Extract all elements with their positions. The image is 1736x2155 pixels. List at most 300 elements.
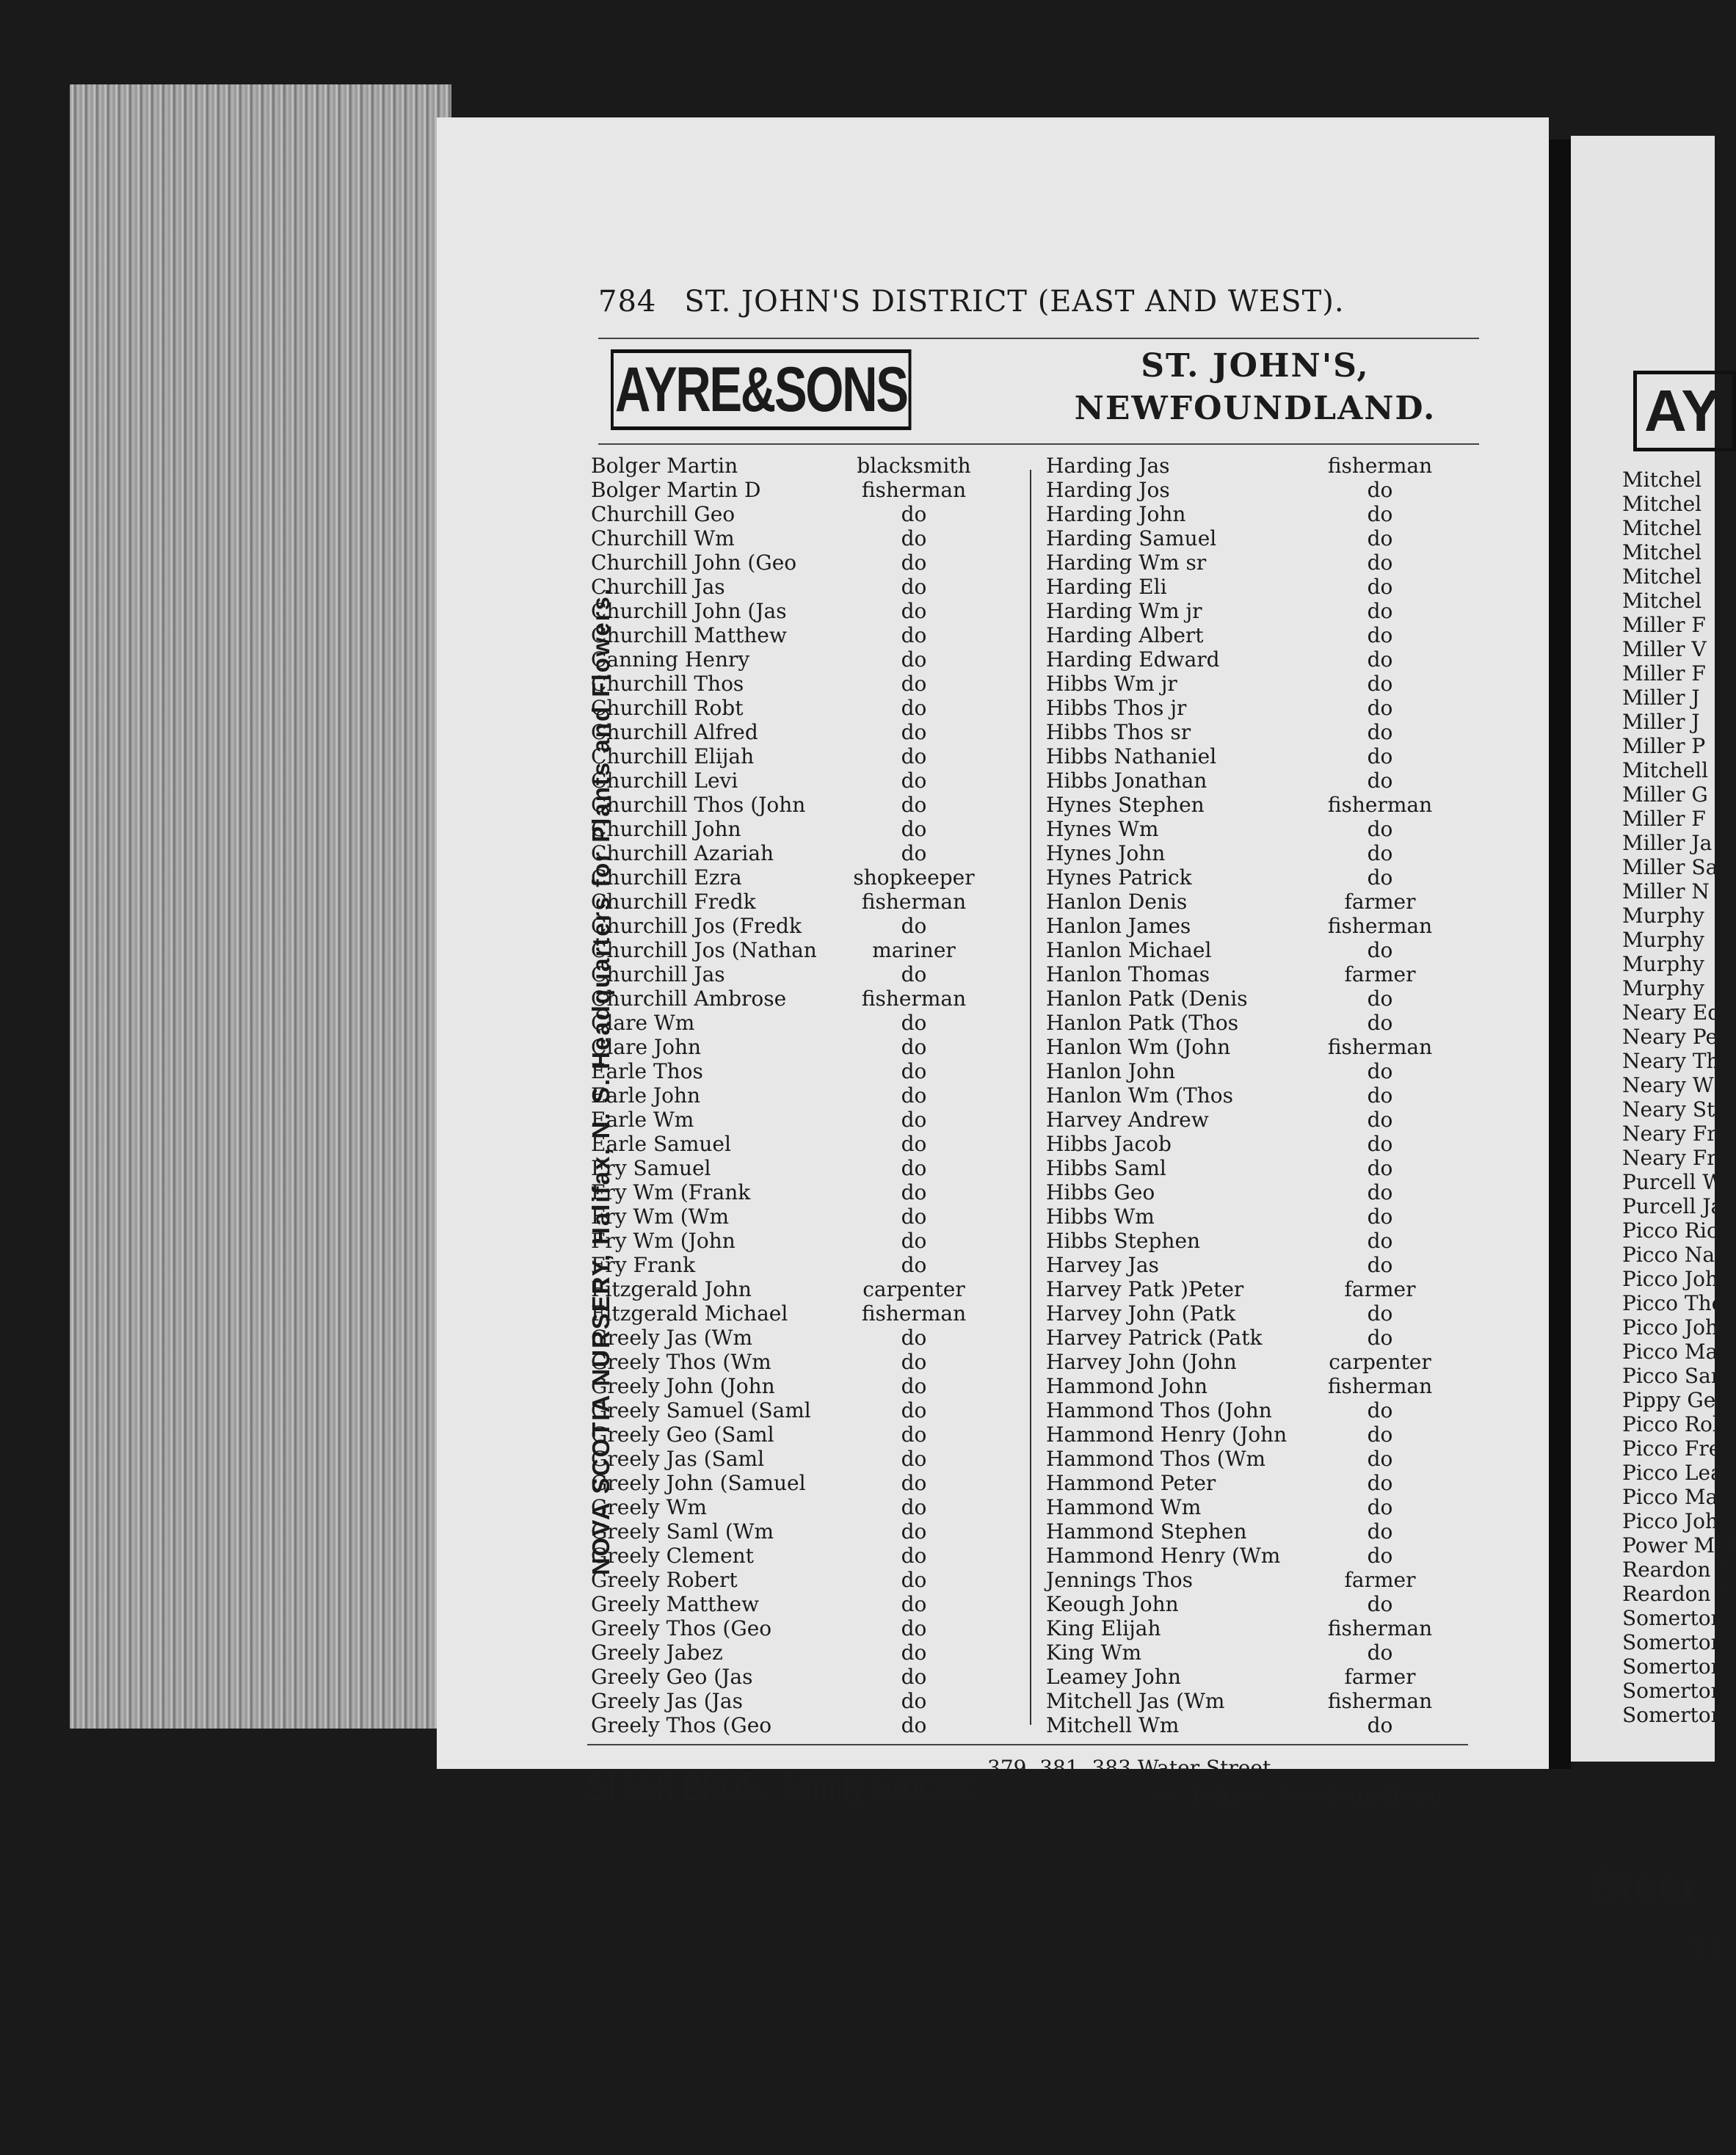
occupation: do xyxy=(901,1640,927,1665)
right-page-name-fragment: Somerton xyxy=(1622,1654,1724,1679)
resident-name: Hanlon Michael xyxy=(1046,938,1212,962)
listing-row xyxy=(591,1544,987,1568)
right-page-name-fragment: Miller G xyxy=(1622,782,1708,807)
resident-name: Churchill Levi xyxy=(591,768,738,793)
right-page-name-fragment: Picco Ric xyxy=(1622,1218,1718,1243)
occupation: farmer xyxy=(1344,1665,1416,1689)
occupation: do xyxy=(901,1616,927,1640)
footer-rule xyxy=(587,1744,1468,1745)
listing-row xyxy=(591,962,987,986)
listing-row xyxy=(1046,623,1453,647)
resident-name: Hynes Wm xyxy=(1046,817,1159,841)
right-page-name-fragment: Neary Pe xyxy=(1622,1025,1718,1049)
listing-row xyxy=(1046,1713,1453,1737)
listing-row xyxy=(591,890,987,914)
occupation: do xyxy=(901,550,927,575)
resident-name: Greely Thos (Geo xyxy=(591,1616,772,1640)
listing-row xyxy=(1046,647,1453,672)
listing-row xyxy=(1046,1277,1453,1301)
listing-row xyxy=(591,938,987,962)
resident-name: Churchill Thos xyxy=(591,672,744,696)
resident-name: Hibbs Wm jr xyxy=(1046,672,1177,696)
resident-name: Mitchell Wm xyxy=(1046,1713,1180,1737)
listing-row xyxy=(1046,526,1453,550)
occupation: do xyxy=(901,1156,927,1180)
listing-row xyxy=(1046,865,1453,890)
listing-row xyxy=(591,1301,987,1326)
occupation: do xyxy=(901,1204,927,1229)
occupation: do xyxy=(901,1495,927,1519)
resident-name: Harvey Andrew xyxy=(1046,1108,1209,1132)
nova-scotia-nursery-ad: NOVA SCOTIA NURSERY, Halifax, N. S. Headquarters for Plants and Flowers. xyxy=(587,586,614,1576)
occupation: do xyxy=(901,502,927,526)
listing-row xyxy=(1046,1108,1453,1132)
listing-row xyxy=(1046,1229,1453,1253)
resident-name: Hammond Henry (Wm xyxy=(1046,1544,1281,1568)
resident-name: Fry Wm (Wm xyxy=(591,1204,730,1229)
resident-name: Greely Clement xyxy=(591,1544,754,1568)
listing-row xyxy=(1046,1568,1453,1592)
listing-row xyxy=(591,1083,987,1108)
resident-name: Churchill Jas xyxy=(591,962,725,986)
resident-name: Greely Geo (Saml xyxy=(591,1422,774,1447)
listing-row xyxy=(591,1059,987,1083)
occupation: do xyxy=(901,1132,927,1156)
occupation: do xyxy=(901,1374,927,1398)
occupation: do xyxy=(1367,1180,1393,1204)
listing-row xyxy=(1046,1059,1453,1083)
right-page-name-fragment: Pippy Ge xyxy=(1622,1388,1716,1412)
right-page-name-fragment: Mitchel xyxy=(1622,468,1702,492)
listing-row xyxy=(591,1471,987,1495)
listing-row xyxy=(591,720,987,744)
listing-row xyxy=(591,599,987,623)
resident-name: Hanlon Wm (Thos xyxy=(1046,1083,1233,1108)
right-page-name-fragment: Miller F xyxy=(1622,807,1706,831)
resident-name: Greely John (John xyxy=(591,1374,775,1398)
listing-row xyxy=(591,1447,987,1471)
right-page-name-fragment: Picco Rob xyxy=(1622,1412,1726,1436)
ayre-sons-ad: AYRE&SONS xyxy=(611,349,912,430)
occupation: carpenter xyxy=(1329,1350,1431,1374)
resident-name: Hanlon Patk (Denis xyxy=(1046,986,1248,1011)
occupation: do xyxy=(901,1422,927,1447)
resident-name: Churchill Thos (John xyxy=(591,793,806,817)
resident-name: Hanlon John xyxy=(1046,1059,1176,1083)
listing-row xyxy=(1046,720,1453,744)
listing-row xyxy=(591,1253,987,1277)
resident-name: Churchill Fredk xyxy=(591,890,756,914)
ad-city-line2: NEWFOUNDLAND. xyxy=(1074,390,1437,427)
resident-name: Fitzgerald Michael xyxy=(591,1301,788,1326)
occupation: do xyxy=(901,599,927,623)
listing-row xyxy=(1046,550,1453,575)
right-page-name-fragment: Mitchell xyxy=(1622,758,1709,782)
listing-row xyxy=(591,1204,987,1229)
resident-name: King Elijah xyxy=(1046,1616,1161,1640)
resident-name: Fitzgerald John xyxy=(591,1277,752,1301)
right-page-name-fragment: Picco Mar xyxy=(1622,1340,1728,1364)
resident-name: Hammond John xyxy=(1046,1374,1208,1398)
occupation: farmer xyxy=(1344,890,1416,914)
right-page-name-fragment: Miller J xyxy=(1622,686,1700,710)
resident-name: Fry Frank xyxy=(591,1253,696,1277)
occupation: do xyxy=(901,1180,927,1204)
right-page-name-fragment: Purcell Ja xyxy=(1622,1194,1724,1218)
occupation: do xyxy=(1367,938,1393,962)
occupation: do xyxy=(1367,647,1393,672)
occupation: do xyxy=(901,1011,927,1035)
occupation: do xyxy=(1367,841,1393,865)
right-page-name-fragment: Neary Th xyxy=(1622,1049,1720,1073)
occupation: fisherman xyxy=(1327,454,1433,478)
occupation: do xyxy=(901,817,927,841)
right-page-name-fragment: Picco Fre xyxy=(1622,1436,1721,1461)
listing-row xyxy=(1046,1447,1453,1471)
listing-row xyxy=(1046,1689,1453,1713)
listing-row xyxy=(1046,575,1453,599)
resident-name: Harvey Patrick (Patk xyxy=(1046,1326,1263,1350)
resident-name: Bolger Martin xyxy=(591,454,738,478)
listing-row xyxy=(1046,1665,1453,1689)
resident-name: Harding Albert xyxy=(1046,623,1204,647)
resident-name: Hanlon Patk (Thos xyxy=(1046,1011,1239,1035)
occupation: do xyxy=(901,1447,927,1471)
occupation: do xyxy=(901,672,927,696)
resident-name: Fry Wm (Frank xyxy=(591,1180,751,1204)
right-page-name-fragment: Mitchel xyxy=(1622,540,1702,564)
listing-row xyxy=(591,1689,987,1713)
occupation: do xyxy=(1367,1204,1393,1229)
occupation: do xyxy=(1367,1156,1393,1180)
right-page-name-fragment: Reardon A xyxy=(1622,1582,1732,1606)
occupation: do xyxy=(901,1713,927,1737)
occupation: farmer xyxy=(1344,1568,1416,1592)
listing-row xyxy=(1046,1326,1453,1350)
column-divider xyxy=(1030,470,1031,1725)
book-gutter xyxy=(1549,139,1571,1769)
occupation: do xyxy=(1367,986,1393,1011)
resident-name: Greely Jas (Saml xyxy=(591,1447,765,1471)
listing-row xyxy=(1046,1253,1453,1277)
occupation: do xyxy=(1367,550,1393,575)
resident-name: Hanlon Thomas xyxy=(1046,962,1210,986)
occupation: fisherman xyxy=(1327,1374,1433,1398)
resident-name: Hammond Thos (John xyxy=(1046,1398,1272,1422)
resident-name: Hynes Stephen xyxy=(1046,793,1205,817)
listing-row xyxy=(1046,1301,1453,1326)
occupation: do xyxy=(1367,1422,1393,1447)
right-page-name-fragment: Miller P xyxy=(1622,734,1706,758)
listing-row xyxy=(591,1011,987,1035)
occupation: do xyxy=(901,1398,927,1422)
occupation: do xyxy=(1367,744,1393,768)
occupation: fisherman xyxy=(1327,1689,1433,1713)
right-page-name-fragment: Picco Mar xyxy=(1622,1485,1728,1509)
occupation: do xyxy=(901,1059,927,1083)
ad-city-line1: ST. JOHN'S, xyxy=(1141,347,1370,385)
listing-row xyxy=(591,768,987,793)
right-page-name-fragment: Neary St xyxy=(1622,1097,1715,1122)
right-page-name-fragment: Miller F xyxy=(1622,613,1706,637)
listing-row xyxy=(591,1326,987,1350)
right-page-name-fragment: Picco Joh xyxy=(1622,1509,1719,1533)
resident-name: Churchill Robt xyxy=(591,696,744,720)
occupation: do xyxy=(901,696,927,720)
resident-name: Hibbs Thos sr xyxy=(1046,720,1191,744)
listing-row xyxy=(1046,1616,1453,1640)
occupation: do xyxy=(901,793,927,817)
listing-row xyxy=(591,550,987,575)
listing-row xyxy=(1046,1592,1453,1616)
resident-name: Harvey Jas xyxy=(1046,1253,1159,1277)
listing-row xyxy=(1046,1011,1453,1035)
listing-row xyxy=(1046,890,1453,914)
occupation: do xyxy=(1367,526,1393,550)
listing-row xyxy=(1046,672,1453,696)
occupation: do xyxy=(901,914,927,938)
resident-name: Churchill Geo xyxy=(591,502,736,526)
right-page-name-fragment: Miller J xyxy=(1622,710,1700,734)
occupation: carpenter xyxy=(862,1277,965,1301)
listing-row xyxy=(1046,696,1453,720)
occupation: do xyxy=(901,1544,927,1568)
listing-row xyxy=(1046,986,1453,1011)
listing-row xyxy=(1046,1156,1453,1180)
listing-row xyxy=(1046,1495,1453,1519)
listing-row xyxy=(591,793,987,817)
resident-name: Jennings Thos xyxy=(1046,1568,1193,1592)
resident-name: Churchill Jos (Fredk xyxy=(591,914,802,938)
resident-name: Churchill Jos (Nathan xyxy=(591,938,817,962)
listing-row xyxy=(1046,1180,1453,1204)
resident-name: Churchill John (Jas xyxy=(591,599,787,623)
occupation: do xyxy=(1367,1544,1393,1568)
occupation: fisherman xyxy=(861,1301,967,1326)
right-page-name-fragment: Somerton xyxy=(1622,1630,1724,1654)
right-page-name-fragment: Reardon T xyxy=(1622,1558,1732,1582)
occupation: do xyxy=(1367,1713,1393,1737)
occupation: do xyxy=(1367,720,1393,744)
listing-row xyxy=(1046,768,1453,793)
occupation: do xyxy=(901,744,927,768)
resident-name: Greely Thos (Geo xyxy=(591,1713,772,1737)
listing-row xyxy=(591,865,987,890)
resident-name: Hammond Wm xyxy=(1046,1495,1202,1519)
resident-name: Greely Samuel (Saml xyxy=(591,1398,811,1422)
resident-name: Churchill John xyxy=(591,817,741,841)
right-page-name-fragment: Picco Tho xyxy=(1622,1291,1724,1315)
resident-name: Greely Jabez xyxy=(591,1640,723,1665)
occupation: do xyxy=(1367,672,1393,696)
resident-name: Bolger Martin D xyxy=(591,478,761,502)
resident-name: Churchill Azariah xyxy=(591,841,774,865)
occupation: do xyxy=(1367,575,1393,599)
listing-row xyxy=(591,1035,987,1059)
listing-row xyxy=(1046,454,1453,478)
page-header xyxy=(598,285,1345,319)
resident-name: Greely John (Samuel xyxy=(591,1471,806,1495)
right-page-name-fragment: Neary Ed xyxy=(1622,1000,1721,1025)
resident-name: Clare Wm xyxy=(591,1011,695,1035)
listing-row xyxy=(591,478,987,502)
resident-name: Hibbs Thos jr xyxy=(1046,696,1187,720)
right-page-name-fragment: Mitchel xyxy=(1622,589,1702,613)
occupation: farmer xyxy=(1344,962,1416,986)
right-page-name-fragment: Power Mat xyxy=(1622,1533,1735,1558)
occupation: fisherman xyxy=(1327,1035,1433,1059)
occupation: fisherman xyxy=(861,890,967,914)
ad-rule xyxy=(598,443,1479,445)
occupation: do xyxy=(901,1083,927,1108)
resident-name: Harding Wm sr xyxy=(1046,550,1207,575)
listing-row xyxy=(1046,817,1453,841)
right-page-name-fragment: Neary Fr xyxy=(1622,1146,1717,1170)
occupation: do xyxy=(901,1326,927,1350)
right-page-name-fragment: Miller Ja xyxy=(1622,831,1713,855)
address-line2: St. John's, Newfoundland xyxy=(1152,1784,1444,1808)
occupation: do xyxy=(901,1471,927,1495)
resident-name: Harvey Patk )Peter xyxy=(1046,1277,1244,1301)
resident-name: Harding Jas xyxy=(1046,454,1170,478)
occupation: do xyxy=(1367,1447,1393,1471)
book-page-edges xyxy=(70,84,451,1729)
listing-row xyxy=(591,986,987,1011)
listing-row xyxy=(1046,1083,1453,1108)
resident-name: Greely Jas (Wm xyxy=(591,1326,753,1350)
occupation: do xyxy=(901,623,927,647)
occupation: do xyxy=(1367,1326,1393,1350)
listing-row xyxy=(591,1108,987,1132)
listing-row xyxy=(591,1592,987,1616)
right-page-name-fragment: Picco Joh xyxy=(1622,1315,1719,1340)
resident-name: Greely Saml (Wm xyxy=(591,1519,774,1544)
resident-name: Churchill Alfred xyxy=(591,720,758,744)
listing-row xyxy=(1046,962,1453,986)
listing-row xyxy=(591,1568,987,1592)
resident-name: Hynes Patrick xyxy=(1046,865,1192,890)
occupation: do xyxy=(901,647,927,672)
right-page-name-fragment: Purcell W xyxy=(1622,1170,1724,1194)
steer-bros-ad: STEER BROS., Family Grocers, xyxy=(587,1762,981,1810)
right-page-ad-fragment: AY xyxy=(1633,371,1736,451)
resident-name: Greely Robert xyxy=(591,1568,738,1592)
occupation: mariner xyxy=(872,938,956,962)
listing-row xyxy=(1046,914,1453,938)
listing-row xyxy=(591,1422,987,1447)
right-page-footer-fragment: Steer xyxy=(1589,1861,1700,1911)
right-page-name-fragment: Somerton xyxy=(1622,1679,1724,1703)
listing-row xyxy=(1046,1422,1453,1447)
occupation: do xyxy=(1367,865,1393,890)
resident-name: Hibbs Wm xyxy=(1046,1204,1155,1229)
listing-row xyxy=(591,454,987,478)
right-page-name-fragment: Picco Lea xyxy=(1622,1461,1723,1485)
occupation: fisherman xyxy=(861,478,967,502)
page-title: ST. JOHN'S DISTRICT (EAST AND WEST). xyxy=(684,285,1345,319)
listing-row xyxy=(591,1180,987,1204)
occupation: do xyxy=(1367,478,1393,502)
resident-name: Hammond Peter xyxy=(1046,1471,1216,1495)
right-page-name-fragment: Murphy xyxy=(1622,952,1704,976)
occupation: fisherman xyxy=(1327,793,1433,817)
listing-row xyxy=(591,1398,987,1422)
occupation: do xyxy=(901,1689,927,1713)
listing-row xyxy=(1046,793,1453,817)
resident-name: Hammond Stephen xyxy=(1046,1519,1247,1544)
listing-row xyxy=(591,1132,987,1156)
listing-row xyxy=(591,575,987,599)
occupation: blacksmith xyxy=(857,454,971,478)
resident-name: Mitchell Jas (Wm xyxy=(1046,1689,1225,1713)
occupation: do xyxy=(1367,1059,1393,1083)
resident-name: Fry Samuel xyxy=(591,1156,711,1180)
resident-name: Harding Eli xyxy=(1046,575,1167,599)
resident-name: Harvey John (Patk xyxy=(1046,1301,1236,1326)
listing-row xyxy=(591,1277,987,1301)
listing-row xyxy=(591,841,987,865)
left-listing-column xyxy=(591,454,987,1737)
resident-name: Hibbs Saml xyxy=(1046,1156,1166,1180)
resident-name: Hibbs Jacob xyxy=(1046,1132,1172,1156)
occupation: do xyxy=(1367,1471,1393,1495)
right-page-name-fragment: Somerton xyxy=(1622,1606,1724,1630)
listing-row xyxy=(591,623,987,647)
occupation: do xyxy=(1367,1398,1393,1422)
occupation: do xyxy=(1367,1253,1393,1277)
resident-name: Harding Wm jr xyxy=(1046,599,1202,623)
right-page-name-fragment: Miller N xyxy=(1622,879,1710,904)
listing-row xyxy=(591,1350,987,1374)
resident-name: Earle Samuel xyxy=(591,1132,731,1156)
occupation: do xyxy=(1367,1229,1393,1253)
listing-row xyxy=(591,647,987,672)
resident-name: Churchill John (Geo xyxy=(591,550,797,575)
listing-row xyxy=(1046,1471,1453,1495)
page-number: 784 xyxy=(598,285,657,319)
listing-row xyxy=(591,1616,987,1640)
occupation: do xyxy=(901,962,927,986)
occupation: do xyxy=(901,526,927,550)
listing-row xyxy=(1046,1544,1453,1568)
listing-row xyxy=(591,696,987,720)
occupation: do xyxy=(1367,696,1393,720)
listing-row xyxy=(1046,1398,1453,1422)
listing-row xyxy=(591,1519,987,1544)
resident-name: Churchill Ambrose xyxy=(591,986,787,1011)
listing-row xyxy=(591,1374,987,1398)
listing-row xyxy=(591,817,987,841)
right-page-name-fragment: Murphy xyxy=(1622,904,1704,928)
right-page-name-fragment: Mitchel xyxy=(1622,516,1702,540)
occupation: fisherman xyxy=(861,986,967,1011)
occupation: do xyxy=(901,575,927,599)
listing-row xyxy=(1046,478,1453,502)
resident-name: Clare John xyxy=(591,1035,702,1059)
listing-row xyxy=(1046,1519,1453,1544)
resident-name: Earle Thos xyxy=(591,1059,703,1083)
listing-row xyxy=(591,1640,987,1665)
resident-name: Canning Henry xyxy=(591,647,750,672)
occupation: do xyxy=(901,1592,927,1616)
listing-row xyxy=(1046,502,1453,526)
resident-name: Hammond Thos (Wm xyxy=(1046,1447,1266,1471)
listing-row xyxy=(591,1495,987,1519)
occupation: do xyxy=(901,1350,927,1374)
resident-name: Harding John xyxy=(1046,502,1186,526)
occupation: do xyxy=(901,1035,927,1059)
occupation: do xyxy=(1367,1519,1393,1544)
